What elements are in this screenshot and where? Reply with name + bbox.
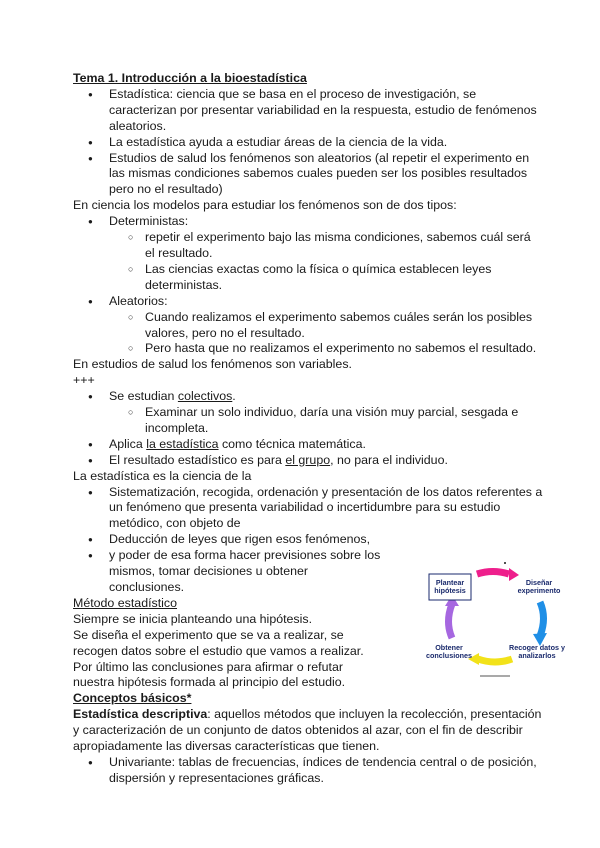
text: El resultado estadístico es para xyxy=(109,452,286,467)
underlined-term: colectivos xyxy=(177,389,233,404)
list-item: ● Univariante: tablas de frecuencias, índices de tendencia central o de posición, dispersión y representaciones gráficas. xyxy=(73,755,543,787)
blue-arrow xyxy=(540,602,544,636)
label-obtener: Obtener conclusiones xyxy=(426,643,472,660)
list-item-deterministas: ● Deterministas: xyxy=(73,214,543,230)
list-item xyxy=(73,453,543,469)
purple-arrow xyxy=(449,604,453,638)
yellow-arrow xyxy=(478,659,512,662)
metodo-line: Se diseña el experimento que se va a realizar, se recogen datos sobre el estudio que vamos a realizar. xyxy=(73,627,364,658)
magenta-arrow xyxy=(477,572,509,575)
list-item-aleatorios: ● Aleatorios: xyxy=(73,294,543,310)
list-item: ● Estudios de salud los fenómenos son aleatorios (al repetir el experimento en las mismas condiciones sabemos cuales pueden ser los posibles resultados pero no el resultado) xyxy=(73,151,543,199)
page-title: Tema 1. Introducción a la bioestadística xyxy=(73,71,307,85)
colectivos-list xyxy=(73,389,543,469)
models-list xyxy=(73,214,543,357)
descriptiva-paragraph xyxy=(73,707,543,755)
list-item: ● La estadística ayuda a estudiar áreas de la ciencia de la vida. xyxy=(73,135,543,151)
metodo-line: Por último las conclusiones para afirmar o refutar nuestra hipótesis formada al principio del estudio. xyxy=(73,659,346,690)
sub-list-item: ○ Las ciencias exactas como la física o química establecen leyes deterministas. xyxy=(73,262,543,294)
sub-list-item: ○ Pero hasta que no realizamos el experimento no sabemos el resultado. xyxy=(73,341,543,357)
label-disenar: Diseñar experimento xyxy=(517,578,561,595)
metodo-heading: Método estadístico xyxy=(73,595,178,610)
list-item: ● Deducción de leyes que rigen esos fenómenos, xyxy=(73,532,385,548)
descriptiva-term: Estadística descriptiva xyxy=(73,707,208,722)
list-item xyxy=(73,389,543,405)
method-cycle-diagram xyxy=(425,560,565,686)
text: . xyxy=(232,389,236,404)
text: Se estudian xyxy=(109,389,178,404)
sub-list-item: ○ Examinar un solo individuo, daría una visión muy parcial, sesgada e incompleta. xyxy=(73,405,543,437)
top-dot xyxy=(504,562,506,564)
sub-list-item: ○ Cuando realizamos el experimento sabemos cuáles serán los posibles valores, pero no el resultado. xyxy=(73,310,543,342)
text: Aplica xyxy=(109,436,147,451)
descriptiva-list xyxy=(73,755,543,787)
label-plantear: Plantear hipótesis xyxy=(434,578,466,595)
list-item: ● Estadística: ciencia que se basa en el proceso de investigación, se caracterizan por presentar variabilidad en la respuesta, estudio de fenómenos aleatorios. xyxy=(73,87,543,135)
plus-line: +++ xyxy=(73,373,95,388)
underlined-term: el grupo xyxy=(285,452,331,467)
label-recoger: Recoger datos y analizarlos xyxy=(509,643,565,660)
text: como técnica matemática. xyxy=(218,436,366,451)
list-item: ● y poder de esa forma hacer previsiones sobre los mismos, tomar decisiones u obtener conclusiones. xyxy=(73,548,385,596)
sub-list-item: ○ repetir el experimento bajo las misma condiciones, sabemos cuál será el resultado. xyxy=(73,230,543,262)
descriptiva-text: : aquellos métodos que incluyen la recolección, presentación y caracterización de un conjunto de datos obtenidos al azar, con el fin de describir apropiadamente las diversas características que tienen. xyxy=(73,707,542,754)
list-item xyxy=(73,437,543,453)
conceptos-heading: Conceptos básicos* xyxy=(73,691,192,706)
underlined-term: la estadística xyxy=(146,436,219,451)
text: , no para el individuo. xyxy=(330,452,448,467)
metodo-line: Siempre se inicia planteando una hipótesis. xyxy=(73,611,313,626)
intro-list xyxy=(73,87,543,198)
models-intro: En ciencia los modelos para estudiar los fenómenos son de dos tipos: xyxy=(73,198,457,213)
ciencia-line: La estadística es la ciencia de la xyxy=(73,468,252,483)
list-item: ● Sistematización, recogida, ordenación y presentación de los datos referentes a un fenómeno que presenta variabilidad o incertidumbre para su estudio metódico, con objeto de xyxy=(73,485,543,533)
health-line: En estudios de salud los fenómenos son variables. xyxy=(73,357,352,372)
